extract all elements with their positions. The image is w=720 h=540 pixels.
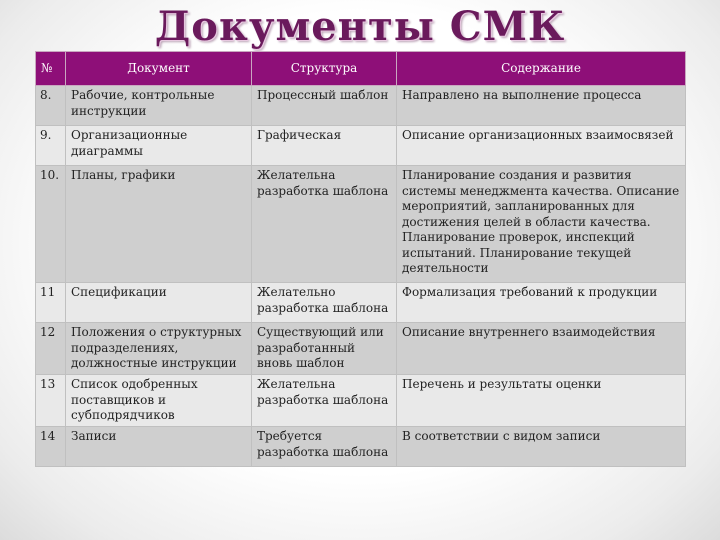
table-row [36,126,686,166]
cell-document: Планы, графики [66,166,252,283]
cell-structure: Процессный шаблон [252,86,397,126]
cell-structure: Желательно разработка шаблона [252,283,397,323]
header-number: № [36,52,66,86]
cell-document: Рабочие, контрольные инструкции [66,86,252,126]
cell-number: 14 [36,427,66,467]
table-row [36,323,686,375]
cell-number: 11 [36,283,66,323]
cell-document: Спецификации [66,283,252,323]
table-row [36,427,686,467]
table-row [36,375,686,427]
cell-document: Организационные диаграммы [66,126,252,166]
cell-document: Положения о структурных подразделениях, должностные инструкции [66,323,252,375]
cell-structure: Желательна разработка шаблона [252,375,397,427]
cell-structure: Существующий или разработанный вновь шаблон [252,323,397,375]
cell-number: 9. [36,126,66,166]
header-structure: Структура [252,52,397,86]
cell-structure: Требуется разработка шаблона [252,427,397,467]
cell-content: Направлено на выполнение процесса [397,86,686,126]
cell-document: Записи [66,427,252,467]
cell-content: Планирование создания и развития системы менеджмента качества. Описание мероприятий, запланированных для достижения целей в области качества. Планирование проверок, инспекций испытаний. Планирование текущей деятельности [397,166,686,283]
cell-number: 10. [36,166,66,283]
header-content: Содержание [397,52,686,86]
cell-number: 12 [36,323,66,375]
cell-number: 13 [36,375,66,427]
table-row [36,166,686,283]
table-row [36,86,686,126]
slide-title: Документы СМК [154,3,566,50]
cell-content: В соответствии с видом записи [397,427,686,467]
cell-content: Описание организационных взаимосвязей [397,126,686,166]
documents-table [35,51,686,467]
table-row [36,283,686,323]
cell-structure: Желательна разработка шаблона [252,166,397,283]
table-header-row [36,52,686,86]
cell-number: 8. [36,86,66,126]
cell-content: Перечень и результаты оценки [397,375,686,427]
cell-document: Список одобренных поставщиков и субподрядчиков [66,375,252,427]
cell-content: Описание внутреннего взаимодействия [397,323,686,375]
header-document: Документ [66,52,252,86]
cell-structure: Графическая [252,126,397,166]
cell-content: Формализация требований к продукции [397,283,686,323]
